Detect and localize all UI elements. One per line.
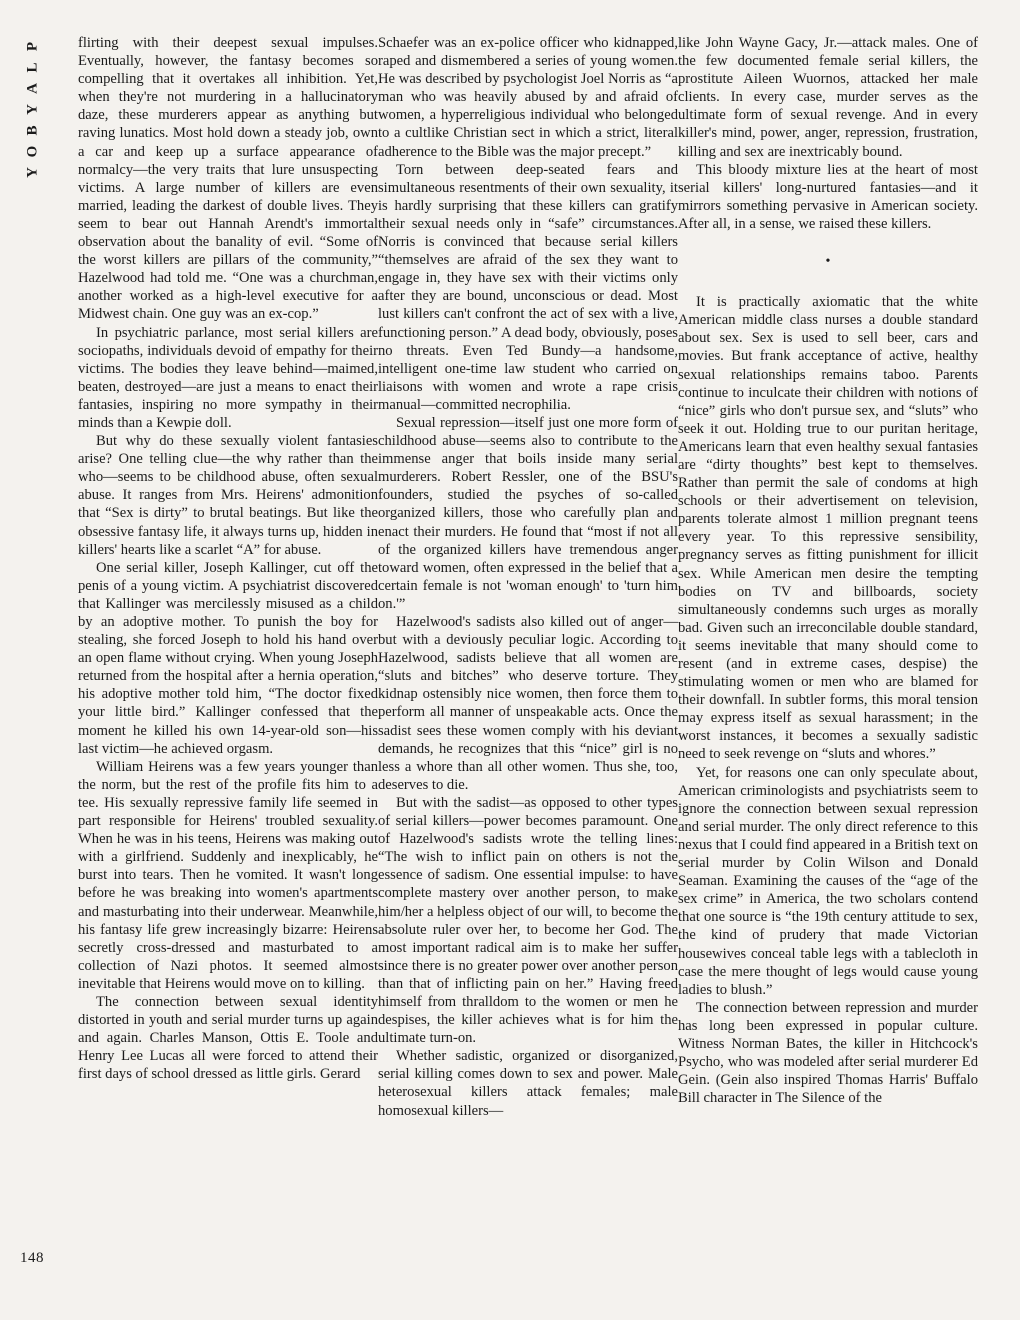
paragraph: But why do these sexually violent fantasies arise? One telling clue—the why rather than the who—seems to be childhood abuse, often sexual abuse. It ranges from Mrs. Heirens' admonition that “Sex is dirty” to brutal beatings. But like the obsessive fantasy life, it always turns up, hidden in killers' hearts like a scarlet “A” for abuse. bbox=[78, 433, 378, 558]
masthead bbox=[20, 36, 46, 183]
paragraph: Torn between deep-seated fears and simultaneous resentments of their own sexuality, it is hardly surprising that these killers can gratify their sexual needs only in “safe” circumstances. Norris is convinced that because serial killers “themselves are afraid of the sex they want to engage in, they have sex with their victims only after they are bound, unconscious or dead. Most lust killers can't confront the act of sex with a live, functioning person.” A dead body, obviously, poses no threats. Even Ted Bundy—a handsome, intelligent one-time law student who carried on liaisons with women and wrote a rape crisis manual—committed necrophilia. bbox=[378, 161, 678, 413]
paragraph: Sexual repression—itself just one more form of childhood abuse—seems also to contribute to the immense anger that boils inside many serial murderers. Robert Ressler, one of the BSU's founders, studied the psyches of so-called organized killers, those who carefully plan and enact their murders. He found that “most if not all of the organized killers have tremendous anger toward women, often expressed in the belief that a certain female is not 'woman enough' to 'turn him on.'” bbox=[378, 414, 678, 612]
masthead-letter: P bbox=[24, 41, 41, 52]
paragraph: like John Wayne Gacy, Jr.—attack males. One of the few documented female serial killers, the prostitute Aileen Wuornos, attacked her male clients. In every case, murder serves as the ultimate form of sexual revenge. And in every killer's mind, power, anger, repression, frustration, killing and sex are inextricably bound. bbox=[678, 35, 978, 160]
paragraph: The connection between sexual identity distorted in youth and serial murder turns up again and again. Charles Manson, Ottis E. Toole and Henry Lee Lucas all were forced to attend their first days of school dressed as little girls. Gerard bbox=[78, 993, 378, 1083]
masthead-letter: Y bbox=[24, 167, 41, 178]
paragraph: In psychiatric parlance, most serial killers are sociopaths, individuals devoid of empathy for their victims. The bodies they leave behind—maimed, beaten, destroyed—are just a means to enact their fantasies, inspiring no more sympathy in their minds than a Kewpie doll. bbox=[78, 324, 378, 431]
paragraph: Schaefer was an ex-police officer who kidnapped, raped and dismembered a series of young women. He was described by psychologist Joel Norris as “a man who was heavily abused by and afraid of women, a hyperreligious individual who belonged to a cultlike Christian sect in which a strict, literal adherence to the Bible was the major precept.” bbox=[378, 35, 678, 160]
paragraph: William Heirens was a few years younger than the norm, but the rest of the profile fits him to a tee. His sexually repressive family life seemed in part responsible for Heirens' troubled sexuality. When he was in his teens, Heirens was making out with a girlfriend. Suddenly and inexplicably, he burst into tears. Then he vomited. It wasn't long before he was breaking into women's apartments and masturbating into their underwear. Meanwhile, his fantasy life grew increasingly bizarre: Heirens secretly cross-dressed and masturbated to a collection of Nazi photos. It seemed almost inevitable that Heirens would move on to killing. bbox=[78, 758, 378, 992]
masthead-letter: Y bbox=[24, 104, 41, 115]
article-column-1 bbox=[78, 34, 378, 1083]
page-number: 148 bbox=[20, 1250, 44, 1266]
paragraph: flirting with their deepest sexual impulses. Eventually, however, the fantasy becomes so compelling that it overtakes all inhibition. Yet, when they're not murdering in a hallucinatory daze, these murderers appear as anything but raving lunatics. Most hold down a steady job, own a car and keep up a surface appearance of normalcy—the very traits that lure unsuspecting victims. A large number of killers are even married, leading the darkest of double lives. They seem to bear out Hannah Arendt's immortal observation about the banality of evil. “Some of the worst killers are pillars of the community,” Hazelwood had told me. “One was a churchman, another worked as a high-level executive for a Midwest chain. One guy was an ex-cop.” bbox=[78, 35, 378, 323]
paragraph: Hazelwood's sadists also killed out of anger—but with a deviously peculiar logic. According to Hazelwood, sadists believe that all women are “sluts and bitches” who deserve torture. They kidnap ostensibly nice women, then force them to perform all manner of unspeakable acts. Once the sadist sees these women comply with his deviant demands, he recognizes that this “nice” girl is no less a whore than all other women. Thus she, too, deserves to die. bbox=[378, 614, 678, 793]
masthead-letter: O bbox=[24, 145, 41, 158]
paragraph: It is practically axiomatic that the white American middle class nurses a double standard about sex. Sex is used to sell beer, cars and movies. But frank acceptance of active, healthy sexual relationships remains taboo. Parents continue to inculcate their children with notions of “nice” girls who don't pursue sex, and “sluts” who seek it out. Holding true to our puritan heritage, Americans learn that even healthy sexual fantasies are “dirty thoughts” best kept to themselves. Rather than permit the sale of condoms at high schools or their advertisement on television, parents tolerate almost 1 million pregnant teens every year. To this repressive sensibility, pregnancy serves as fitting punishment for illicit sex. While American men desire the tempting bodies on TV and billboards, society simultaneously condemns such urges as morally bad. Given such an irreconcilable double standard, it seems inevitable that many should come to resent (and in extreme cases, despise) the stimulating women or men who are blamed for their downfall. In subtler forms, this moral tension may express itself as sexual harassment; in the worst instances, it becomes a sexually sadistic need to seek revenge on “sluts and whores.” bbox=[678, 294, 978, 763]
paragraph: But with the sadist—as opposed to other types of serial killers—power becomes paramount. One of Hazelwood's sadists wrote the telling lines: “The wish to inflict pain on others is not the essence of sadism. One essential impulse: to have complete mastery over another person, to make him/her a helpless object of our will, to become the absolute ruler over her, to become her God. The most important radical aim is to make her suffer since there is no greater power over another person than that of inflicting pain on her.” Having freed himself from thralldom to the women or men he despises, the killer achieves what is for him the ultimate turn-on. bbox=[378, 794, 678, 1047]
masthead-letter: B bbox=[24, 125, 41, 136]
paragraph: The connection between repression and murder has long been expressed in popular culture. Witness Norman Bates, the killer in Hitchcock's Psycho, who was modeled after serial murderer Ed Gein. (Gein also inspired Thomas Harris' Buffalo Bill character in The Silence of the bbox=[678, 999, 978, 1107]
article-column-3 bbox=[678, 34, 978, 1107]
masthead-letter: A bbox=[24, 83, 41, 94]
paragraph: Yet, for reasons one can only speculate about, American criminologists and psychiatrists seem to ignore the connection between sexual repression and serial murder. The only direct reference to this nexus that I could find appeared in a British text on serial murder by Colin Wilson and Donald Seaman. Examining the causes of the “age of the sex crime” in America, the two scholars contend that one source is “the 19th century attitude to sex, the kind of prudery that made Victorian housewives conceal table legs with a tablecloth in case the mere thought of legs would cause young ladies to blush.” bbox=[678, 764, 978, 998]
article-column-2 bbox=[378, 34, 678, 1120]
paragraph: Whether sadistic, organized or disorganized, serial killing comes down to sex and power. Male heterosexual killers attack females; male homosexual killers— bbox=[378, 1048, 678, 1119]
paragraph: This bloody mixture lies at the heart of most serial killers' long-nurtured fantasies—and it mirrors something pervasive in American society. After all, in a sense, we raised these killers. bbox=[678, 161, 978, 232]
masthead-letter: L bbox=[24, 62, 41, 73]
section-break-bullet: • bbox=[825, 254, 831, 270]
paragraph: One serial killer, Joseph Kallinger, cut off the penis of a young victim. A psychiatrist discovered that Kallinger was mercilessly misused as a child by an adoptive mother. To punish the boy for stealing, she forced Joseph to hold his hand over an open flame without crying. When young Joseph returned from the hospital after a hernia operation, his adoptive mother told him, “The doctor fixed your little bird.” Kallinger confessed that the moment he killed his own 14-year-old son—his last victim—he achieved orgasm. bbox=[78, 559, 378, 757]
